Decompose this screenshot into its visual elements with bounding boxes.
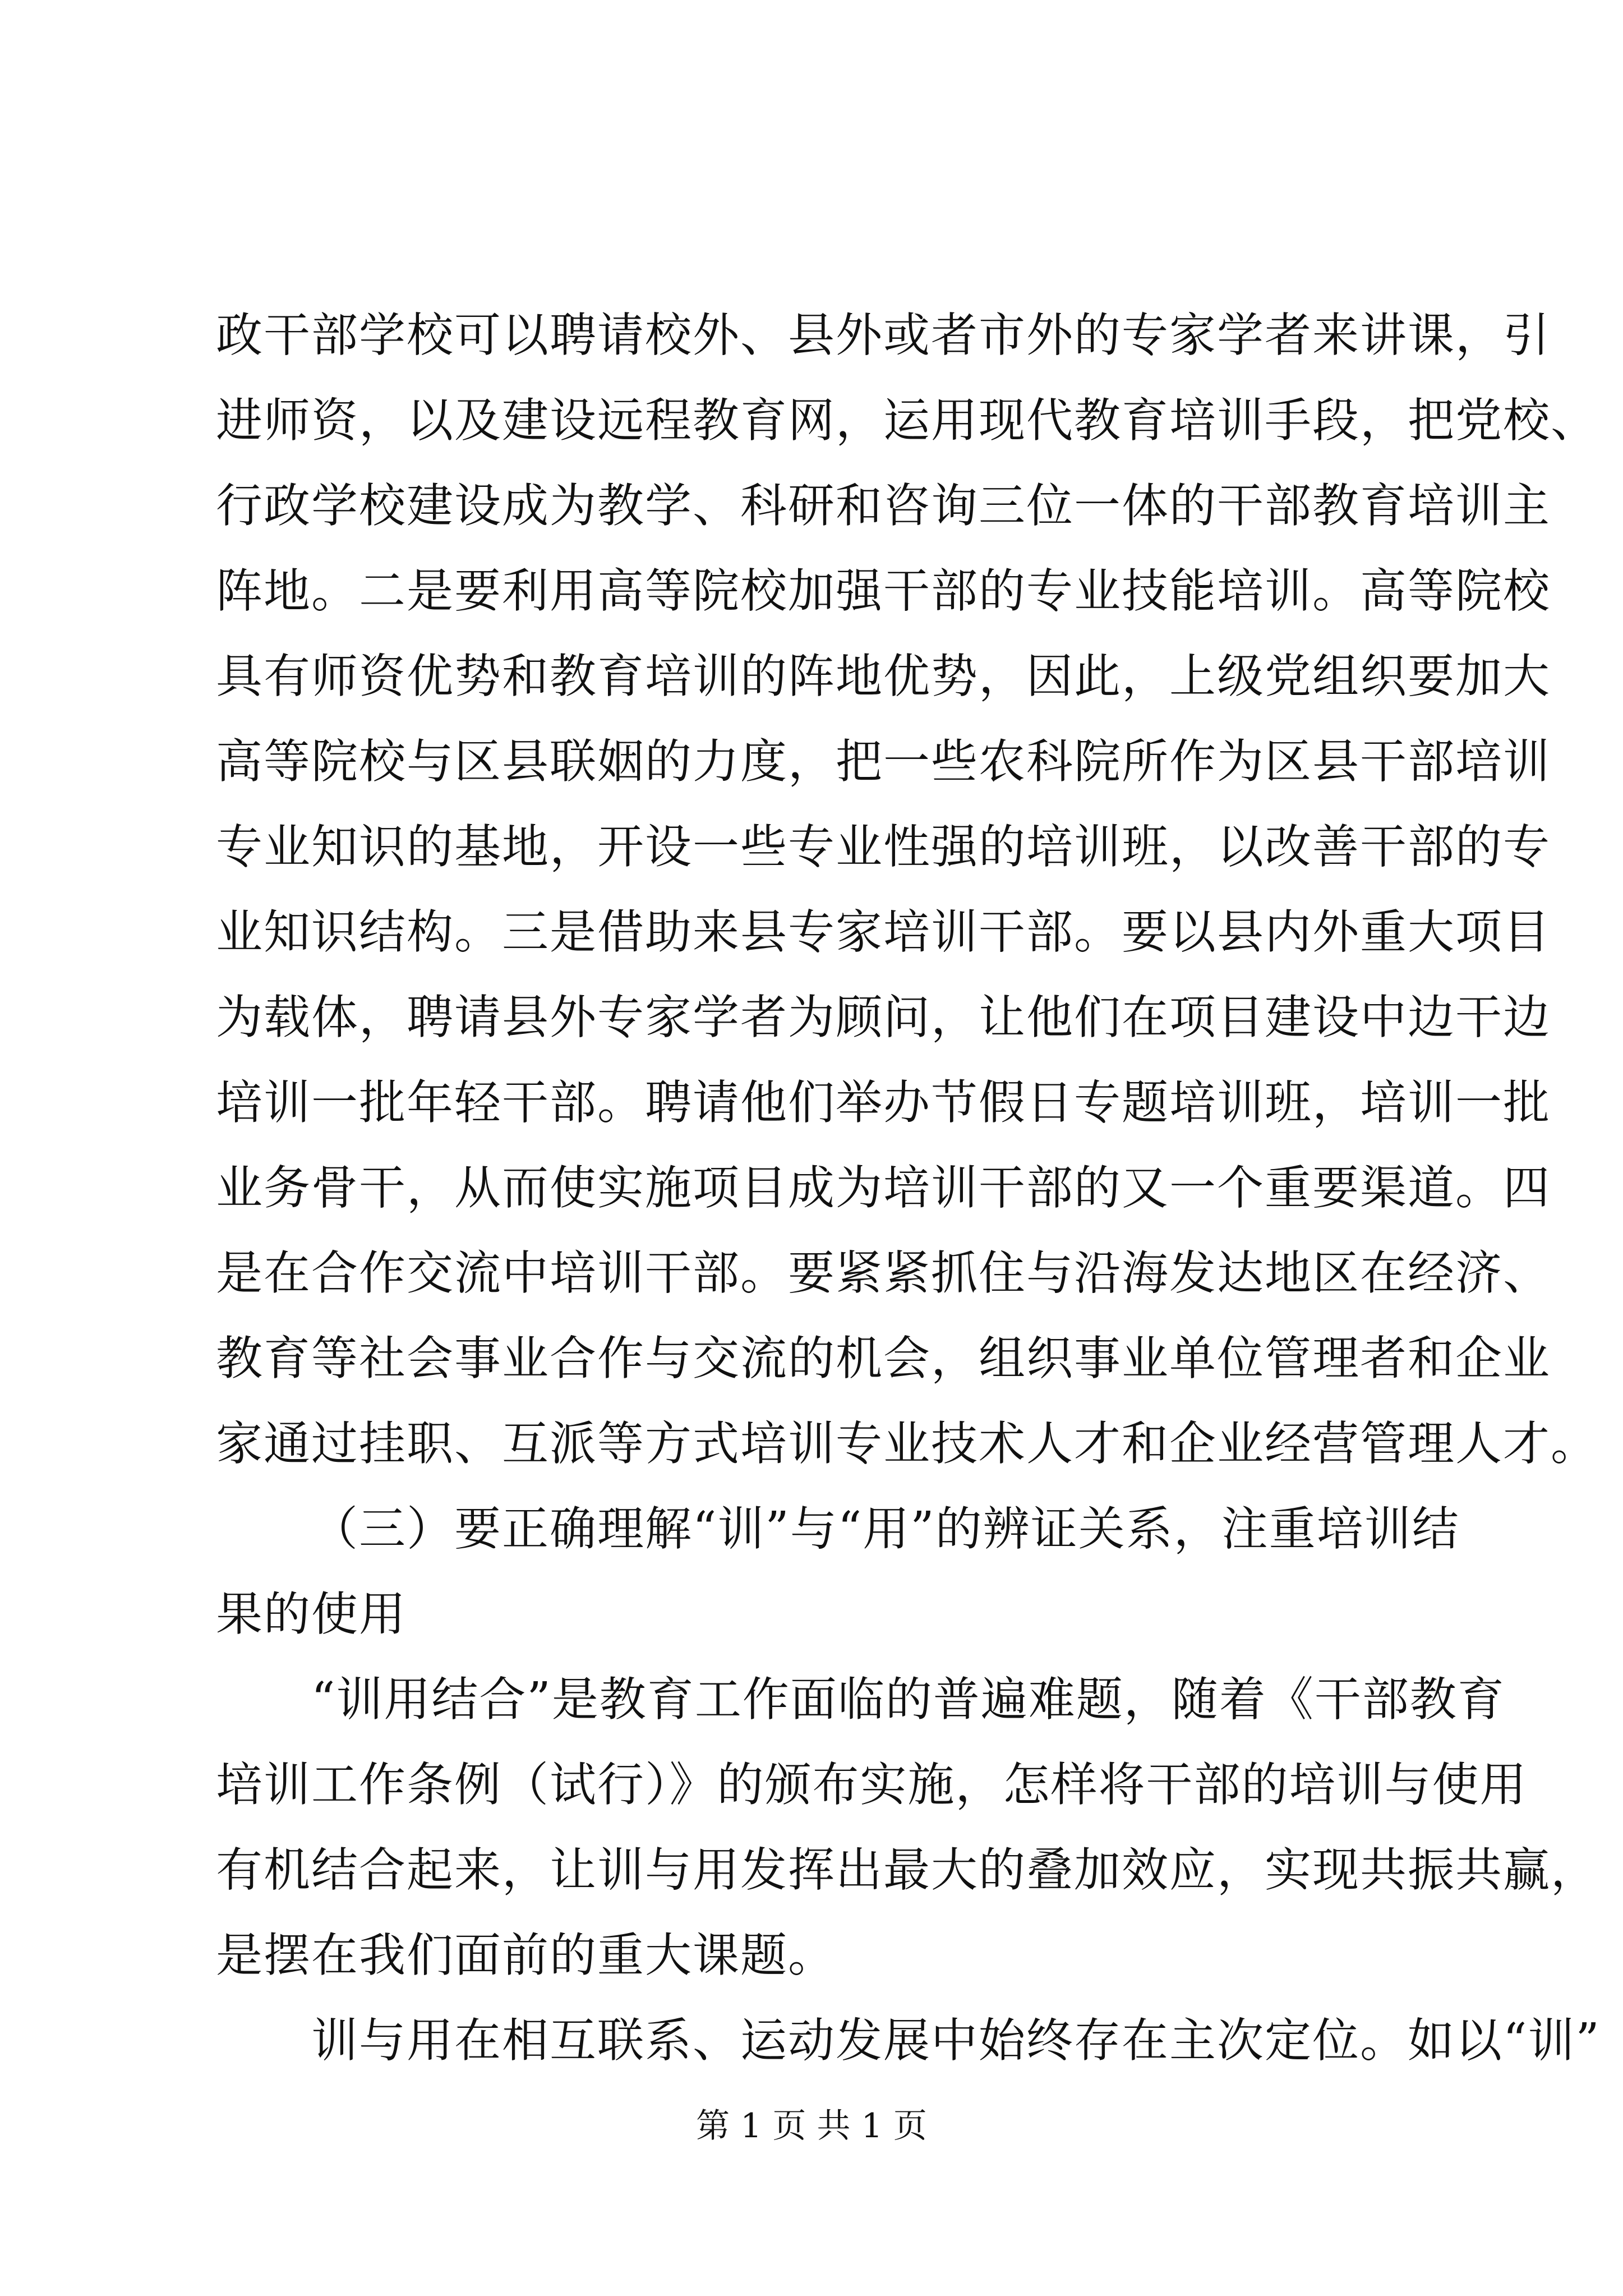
section-heading-line: 果的使用	[216, 1587, 407, 1641]
body-text-line: 业知识结构。三是借助来县专家培训干部。要以县内外重大项目	[216, 905, 1551, 959]
body-text-line: 专业知识的基地，开设一些专业性强的培训班，以改善干部的专	[216, 820, 1551, 874]
body-text-line: 培训工作条例（试行）》的颁布实施，怎样将干部的培训与使用	[216, 1757, 1528, 1812]
page-footer: 第 1 页 共 1 页	[696, 2106, 927, 2146]
body-text-line: 行政学校建设成为教学、科研和咨询三位一体的干部教育培训主	[216, 478, 1551, 533]
body-text-line: 家通过挂职、互派等方式培训专业技术人才和企业经营管理人才。	[216, 1416, 1598, 1471]
body-text-line: 有机结合起来，让训与用发挥出最大的叠加效应，实现共振共赢，	[216, 1843, 1598, 1897]
body-text-line: 业务骨干，从而使实施项目成为培训干部的又一个重要渠道。四	[216, 1161, 1551, 1215]
body-text-line: 是在合作交流中培训干部。要紧紧抓住与沿海发达地区在经济、	[216, 1246, 1551, 1300]
body-text-line: 阵地。二是要利用高等院校加强干部的专业技能培训。高等院校	[216, 564, 1551, 618]
section-heading-line: （三）要正确理解“训”与“用”的辨证关系，注重培训结	[311, 1502, 1460, 1556]
body-text-line: “训用结合”是教育工作面临的普遍难题，随着《干部教育	[311, 1672, 1505, 1727]
body-text-line: 政干部学校可以聘请校外、县外或者市外的专家学者来讲课，引	[216, 308, 1551, 362]
body-text-line: 是摆在我们面前的重大课题。	[216, 1928, 836, 1982]
body-text-line: 教育等社会事业合作与交流的机会，组织事业单位管理者和企业	[216, 1331, 1551, 1386]
body-text-line: 培训一批年轻干部。聘请他们举办节假日专题培训班，培训一批	[216, 1075, 1551, 1130]
body-text-line: 训与用在相互联系、运动发展中始终存在主次定位。如以“训”	[311, 2013, 1601, 2068]
body-text-line: 为载体，聘请县外专家学者为顾问，让他们在项目建设中边干边	[216, 990, 1551, 1045]
body-text-line: 高等院校与区县联姻的力度，把一些农科院所作为区县干部培训	[216, 734, 1551, 789]
body-text-line: 进师资，以及建设远程教育网，运用现代教育培训手段，把党校、	[216, 393, 1598, 448]
body-text-line: 具有师资优势和教育培训的阵地优势，因此，上级党组织要加大	[216, 649, 1551, 703]
